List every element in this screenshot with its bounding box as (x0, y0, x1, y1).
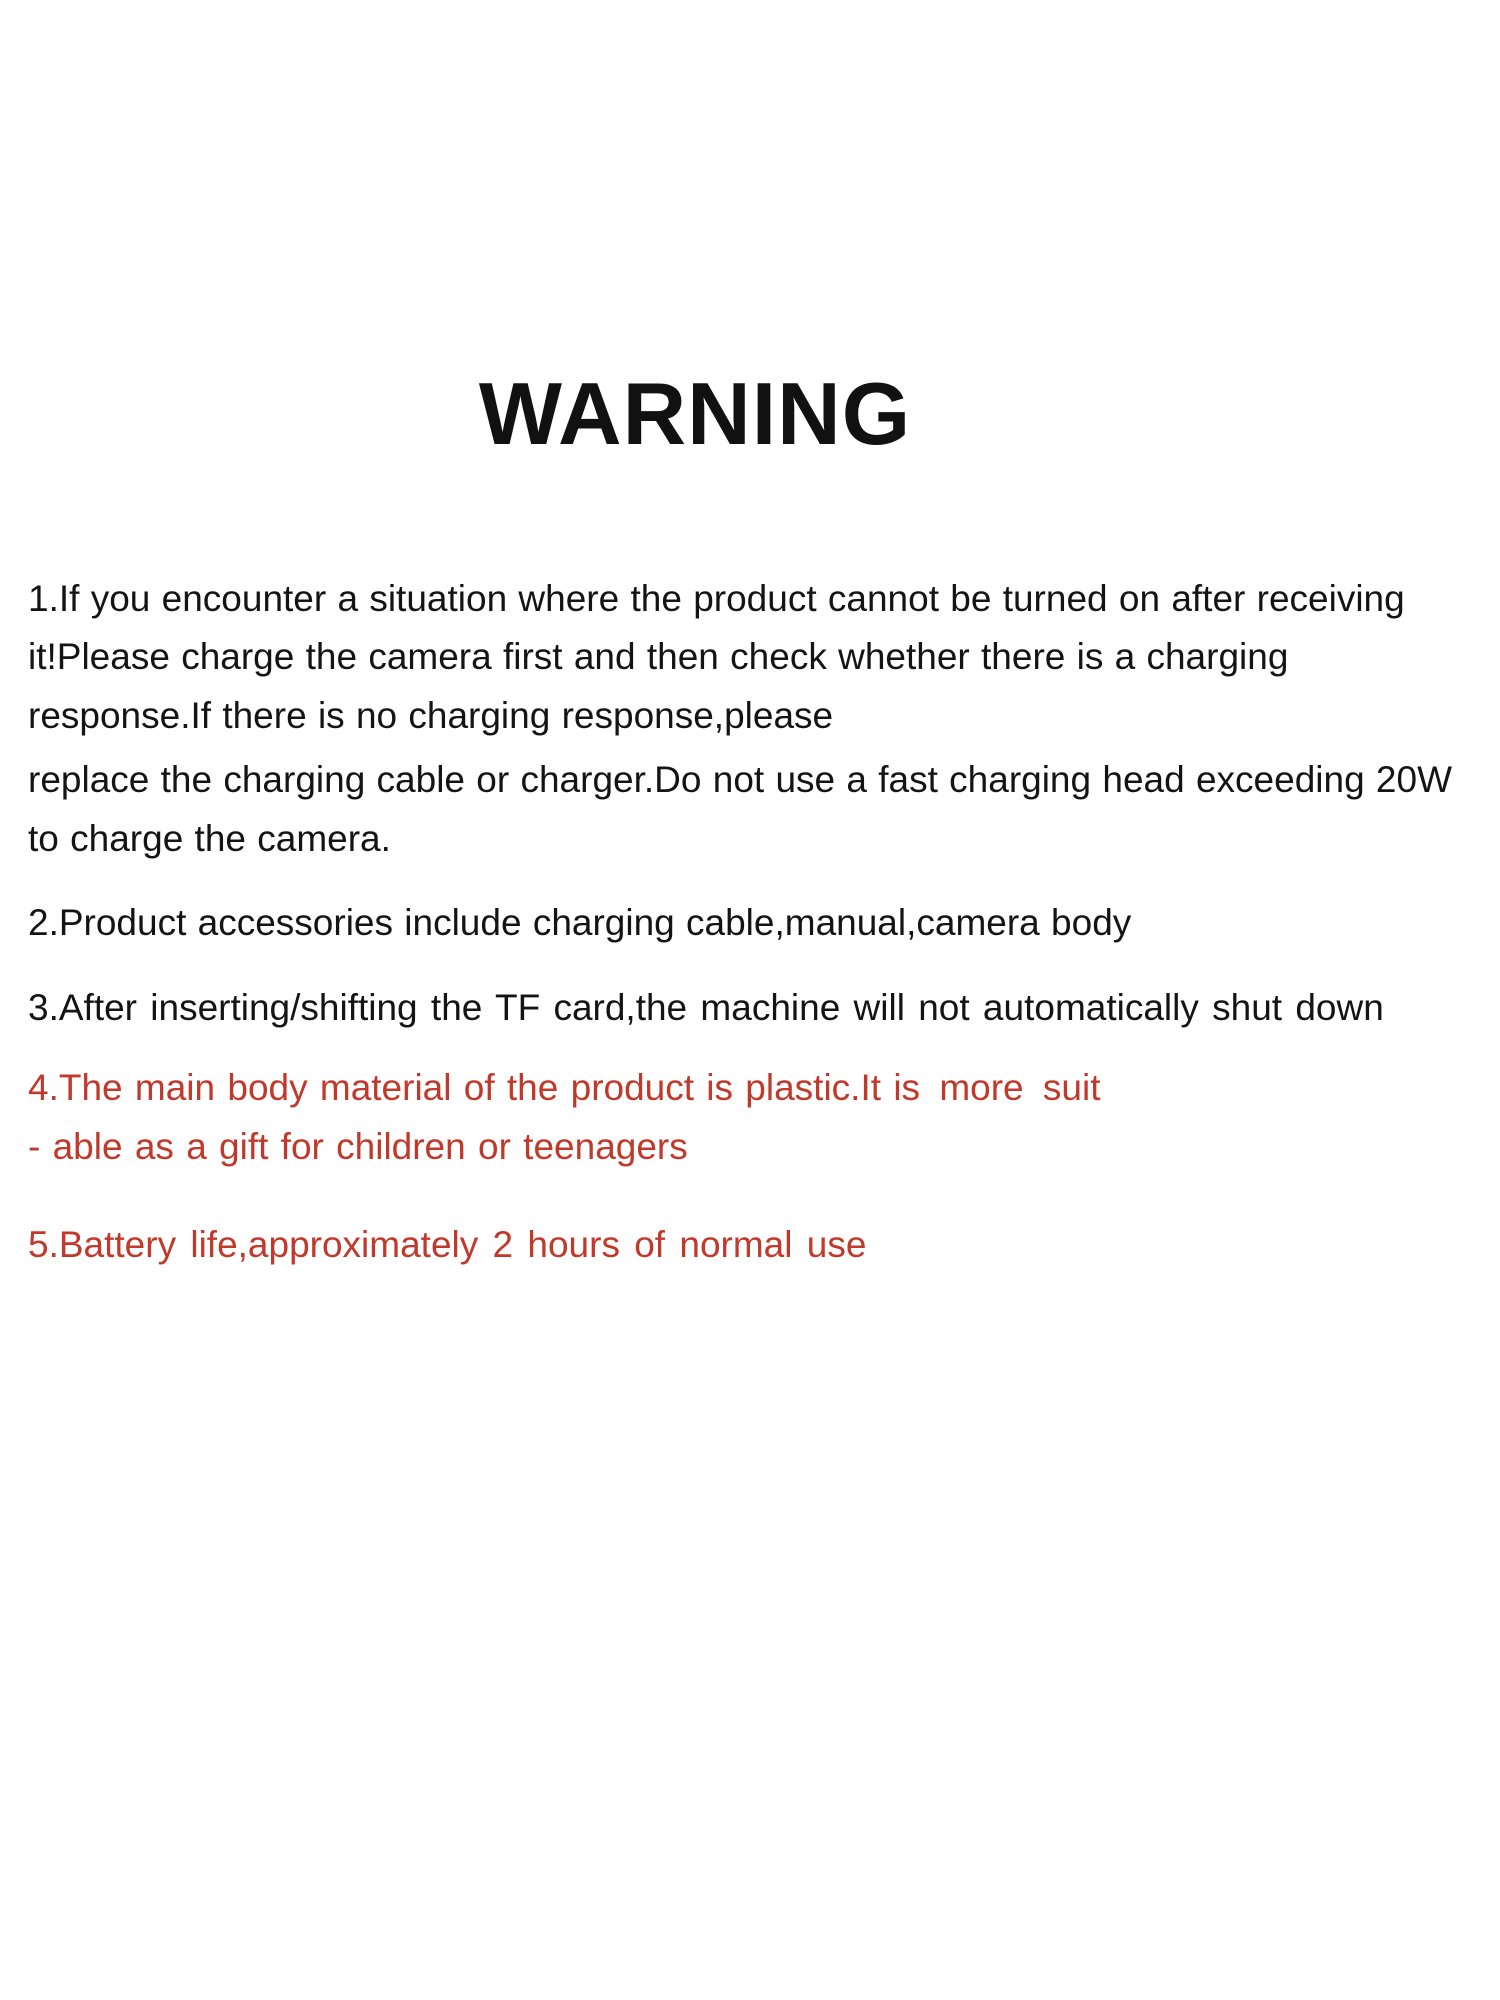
warning-item-2: 2.Product accessories include charging cable,manual,camera body (28, 902, 1132, 944)
warning-list (0, 570, 1500, 1275)
warning-item-4 (28, 1059, 1474, 1176)
warning-item-3: 3.After inserting/shifting the TF card,the machine will not automatically shut down (28, 986, 1384, 1028)
warning-item-5: 5.Battery life,approximately 2 hours of normal use (28, 1224, 867, 1266)
warning-item-1-part-1: 1.If you encounter a situation where the product cannot be turned on after receiving it!Please charge the camera first and then check whether there is a charging response.If there is no charging response,please (28, 578, 1405, 736)
warning-item-1-part-2: replace the charging cable or charger.Do not use a fast charging head exceeding 20W to charge the camera. (28, 759, 1453, 859)
warning-item-4-text-a: 4.The main body material of the product is plastic.It (28, 1067, 882, 1109)
page-title: WARNING (478, 364, 912, 463)
warning-item-4-text-c: - able as a gift for children or teenagers (28, 1125, 688, 1167)
warning-item-4-text-b: is more suit (893, 1067, 1101, 1109)
